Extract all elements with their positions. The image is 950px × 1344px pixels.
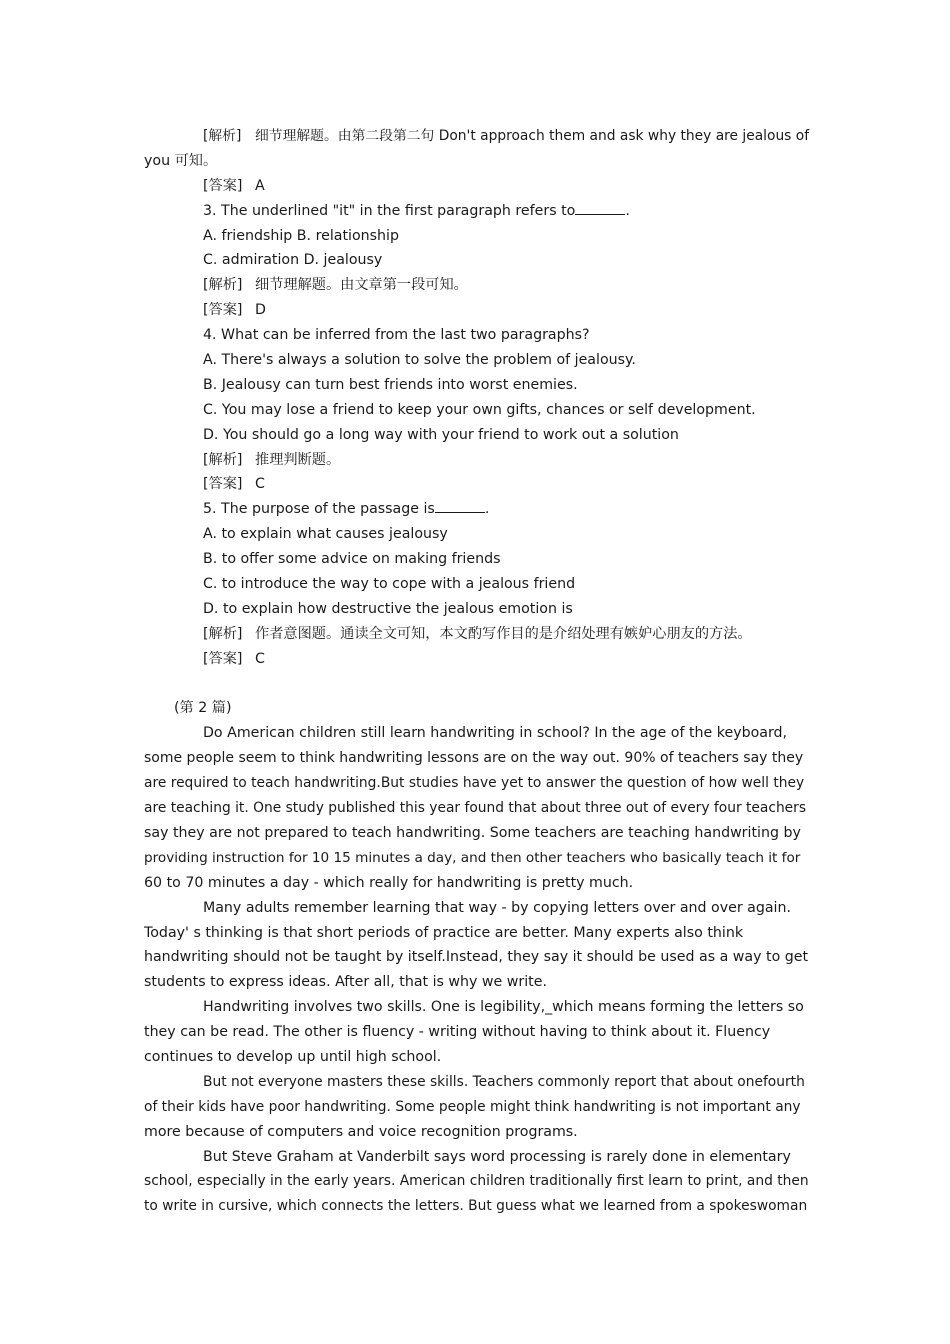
- q5-option: D. to explain how destructive the jealous emotion is: [203, 600, 573, 617]
- paragraph-line: handwriting should not be taught by itself.Instead, they say it should be used as a way to get: [144, 949, 809, 966]
- q3-analysis: [144, 273, 808, 298]
- q5-stem-end: .: [484, 501, 490, 518]
- analysis-tag: [解析]: [203, 128, 242, 144]
- q5-stem-text: 5. The purpose of the passage is: [203, 501, 435, 518]
- paragraph-line: of their kids have poor handwriting. Some people might think handwriting is not important any: [144, 1098, 801, 1115]
- q2-answer: [144, 174, 808, 199]
- q4-stem: 4. What can be inferred from the last two paragraphs?: [203, 327, 590, 344]
- answer-tag: [答案]: [203, 302, 243, 319]
- q4-option: B. Jealousy can turn best friends into worst enemies.: [203, 376, 578, 393]
- q5-stem: [144, 497, 808, 522]
- analysis-text: 细节理解题。由文章第一段可知。: [255, 277, 468, 294]
- paragraph-line: But not everyone masters these skills. Teachers commonly report that about onefourth: [203, 1073, 805, 1090]
- q5-option: C. to introduce the way to cope with a jealous friend: [203, 576, 576, 593]
- analysis-text: 作者意图题。通读全文可知，本文酌写作目的是介绍处理有嫉妒心朋友的方法。: [255, 625, 752, 642]
- q3-stem-text: 3. The underlined "it" in the first paragraph refers to: [203, 202, 576, 219]
- paragraph-line: some people seem to think handwriting lessons are on the way out. 90% of teachers say they: [144, 750, 804, 767]
- answer-value: D: [255, 302, 266, 319]
- answer-tag: [答案]: [203, 476, 243, 493]
- q3-stem: [144, 199, 808, 224]
- answer-blank: [575, 200, 625, 215]
- paragraph-line: they can be read. The other is fluency - writing without having to think about it. Fluency: [144, 1024, 771, 1041]
- q3-answer: [144, 298, 808, 323]
- q4-option: D. You should go a long way with your friend to work out a solution: [203, 426, 679, 443]
- paragraph-line: are teaching it. One study published this year found that about three out of every four teachers: [144, 800, 807, 817]
- answer-value: C: [255, 650, 265, 667]
- q4-option: C. You may lose a friend to keep your own gifts, chances or self development.: [203, 401, 756, 418]
- section-gap: [144, 672, 808, 697]
- q3-option: C. admiration D. jealousy: [203, 252, 383, 269]
- paragraph-line: more because of computers and voice recognition programs.: [144, 1123, 578, 1140]
- paragraph-line: school, especially in the early years. American children traditionally first learn to print, and then: [144, 1173, 809, 1190]
- q5-answer: [144, 647, 808, 672]
- q5-option: B. to offer some advice on making friends: [203, 551, 501, 568]
- analysis-tag: [解析]: [203, 625, 243, 642]
- paragraph-line: continues to develop up until high school.: [144, 1048, 442, 1065]
- q4-answer: [144, 472, 808, 497]
- paragraph-line: say they are not prepared to teach handwriting. Some teachers are teaching handwriting by: [144, 824, 801, 841]
- analysis-text: 推理判断题。: [255, 451, 341, 468]
- q5-option: A. to explain what causes jealousy: [203, 526, 448, 543]
- paragraph-line: Do American children still learn handwriting in school? In the age of the keyboard,: [203, 725, 788, 742]
- paragraph-line: Handwriting involves two skills. One is legibility,_which means forming the letters so: [203, 999, 804, 1016]
- answer-value: C: [255, 476, 265, 493]
- passage-heading: (第 2 篇): [174, 700, 232, 717]
- paragraph-line: students to express ideas. After all, that is why we write.: [144, 974, 547, 991]
- analysis-text: 细节理解题。由第二段第二句 Don't approach them and ask why they are jealous of: [255, 128, 810, 144]
- q5-analysis: [144, 622, 808, 647]
- document-page: [144, 124, 808, 1219]
- analysis-tag: [解析]: [203, 277, 243, 294]
- analysis-tag: [解析]: [203, 451, 243, 468]
- answer-tag: [答案]: [203, 650, 243, 667]
- answer-blank: [435, 498, 485, 513]
- q3-option: A. friendship B. relationship: [203, 227, 399, 244]
- paragraph-line: 60 to 70 minutes a day - which really for handwriting is pretty much.: [144, 874, 634, 891]
- q3-stem-end: .: [625, 202, 630, 219]
- paragraph-line: But Steve Graham at Vanderbilt says word processing is rarely done in elementary: [203, 1148, 791, 1165]
- q2-analysis: [144, 124, 808, 149]
- q2-analysis-cont: you 可知。: [144, 152, 218, 169]
- paragraph-line: to write in cursive, which connects the letters. But guess what we learned from a spokeswoman: [144, 1198, 808, 1215]
- answer-value: A: [255, 177, 265, 194]
- paragraph-line: are required to teach handwriting.But studies have yet to answer the question of how well they: [144, 775, 805, 792]
- answer-tag: [答案]: [203, 177, 243, 194]
- q4-option: A. There's always a solution to solve the problem of jealousy.: [203, 352, 636, 369]
- paragraph-line: Today' s thinking is that short periods of practice are better. Many experts also think: [144, 924, 744, 941]
- paragraph-line: providing instruction for 10 15 minutes a day, and then other teachers who basically teach it for: [144, 849, 801, 866]
- q4-analysis: [144, 448, 808, 473]
- paragraph-line: Many adults remember learning that way - by copying letters over and over again.: [203, 899, 792, 916]
